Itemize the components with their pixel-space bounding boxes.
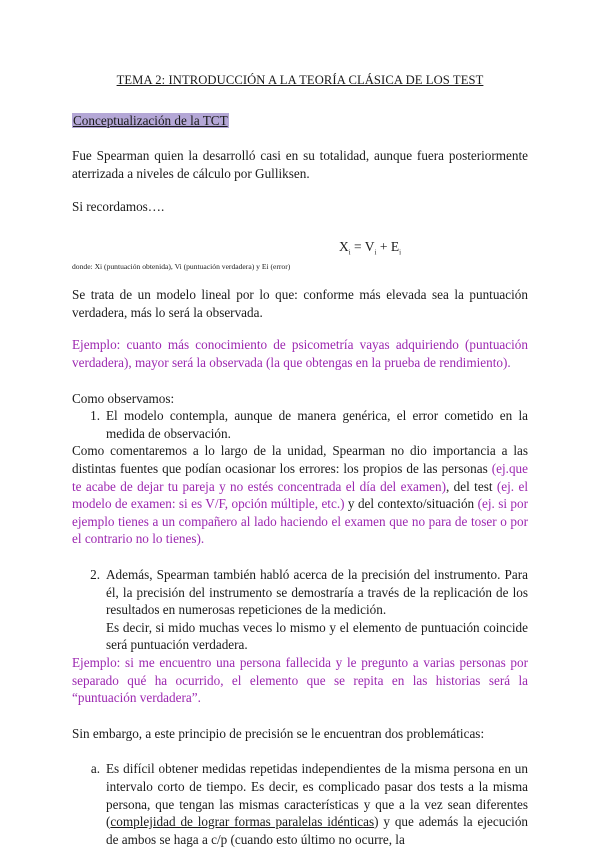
list-letter: a.: [90, 761, 100, 777]
list-item-text: Es difícil obtener medidas repetidas independientes de la misma persona en un intervalo corto de tiempo. Es decir, es complicado pasar dos tests a la misma persona, que tengan las mismas características y que a la vez sean diferentes (complejidad de lograr formas paralelas idénticas) y que además la ejecución de ambos se haga a c/p (cuando esto último no ocurre, la: [106, 761, 529, 847]
list-item-a: [72, 760, 528, 848]
list-item-text: Además, Spearman también habló acerca de la precisión del instrumento. Para él, la precisión del instrumento se demostraría a través de la replicación de los resultados en numerosas repeticiones de la medición.: [106, 566, 528, 618]
section-heading-text: Conceptualización de la TCT: [73, 112, 228, 128]
document-page: [72, 60, 528, 848]
formula: $X_i = V_i + E_i$: [338, 238, 402, 257]
list-item-2: [72, 566, 528, 654]
section-heading: [72, 112, 528, 130]
list-item-text-cont: Es decir, si mido muchas veces lo mismo y el elemento de puntuación coincide será puntuación verdadera.: [106, 619, 528, 653]
list-item-text: El modelo contempla, aunque de manera genérica, el error cometido en la medida de observación.: [106, 408, 528, 441]
list-item-1: [72, 407, 528, 442]
como-observamos-text: Como observamos:: [72, 390, 175, 406]
list-number: 1.: [90, 408, 100, 424]
formula-note: donde: Xi (puntuación obtenida), Vi (puntuación verdadera) y Ei (error): [72, 262, 291, 272]
problematicas-text: Sin embargo, a este principio de precisión se le encuentran dos problemáticas:: [72, 725, 485, 741]
list-number: 2.: [90, 566, 100, 582]
document-title: TEMA 2: INTRODUCCIÓN A LA TEORÍA CLÁSICA DE LOS TEST: [116, 73, 484, 87]
errors-paragraph: Como comentaremos a lo largo de la unidad, Spearman no dio importancia a las distintas fuentes que podían ocasionar los errores: los propios de las personas (ej.que te acabe de dejar tu pareja y no estés concentrada el día del examen), del test (ej. el modelo de examen: si es V/F, opción múltiple, etc.) y del contexto/situación (ej. si por ejemplo tienes a un compañero al lado haciendo el examen que no para de toser o por el contrario no lo tienes).: [72, 443, 528, 547]
intro-paragraph: Fue Spearman quien la desarrolló casi en su totalidad, aunque fuera posteriormente aterrizada a niveles de cálculo por Gulliksen.: [72, 148, 528, 181]
example-2: Ejemplo: si me encuentro una persona fallecida y le pregunto a varias personas por separado qué ha ocurrido, el elemento que se repita en las historias será la “puntuación verdadera”.: [72, 654, 528, 706]
si-recordamos-text: Si recordamos….: [72, 199, 165, 215]
linear-model-paragraph: Se trata de un modelo lineal por lo que: conforme más elevada sea la puntuación verdadera, más lo será la observada.: [72, 287, 528, 320]
example-1: Ejemplo: cuanto más conocimiento de psicometría vayas adquiriendo (puntuación verdadera), mayor será la observada (la que obtengas en la prueba de rendimiento).: [72, 337, 528, 371]
